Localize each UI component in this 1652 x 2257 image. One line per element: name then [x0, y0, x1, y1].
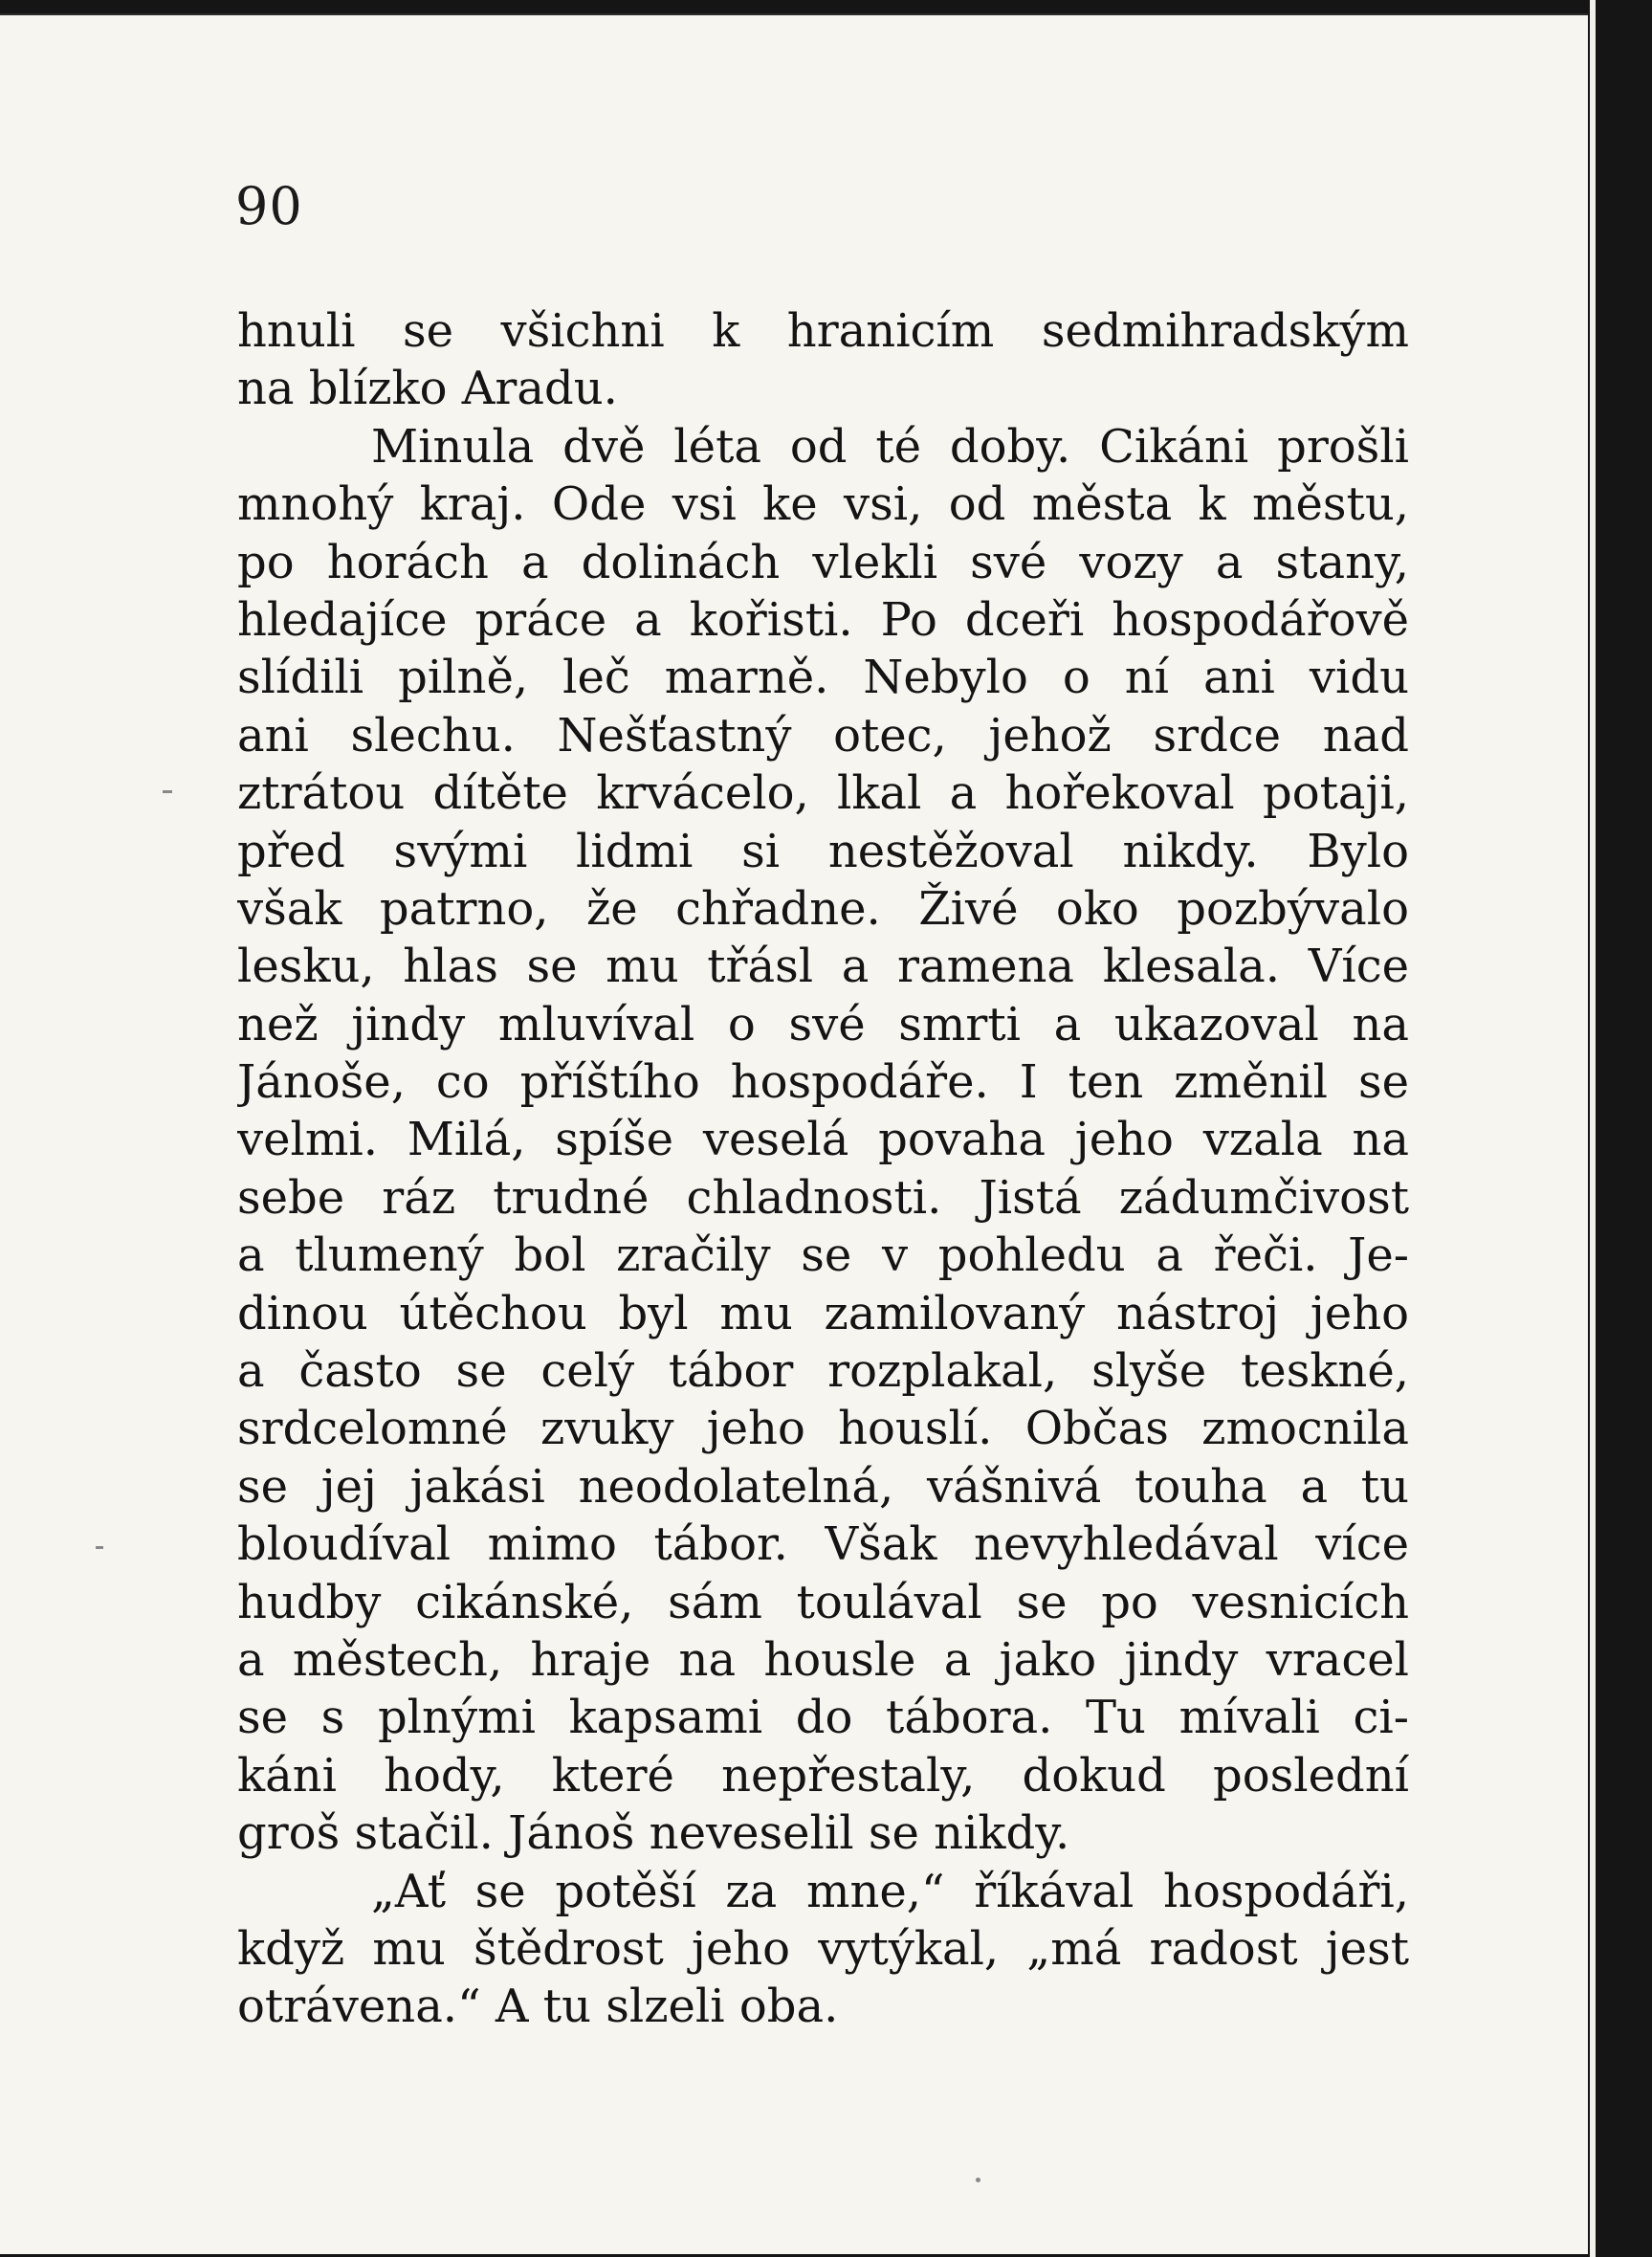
text-line: a často se celý tábor rozplakal, slyše teskné, — [237, 1344, 1409, 1399]
text-line: otrávena.“ A tu slzeli oba. — [237, 1980, 839, 2034]
text-line: než jindy mluvíval o své smrti a ukazoval na — [237, 997, 1409, 1051]
text-line: „Ať se potěší za mne,“ říkával hospodáři, — [371, 1864, 1409, 1918]
body-text — [237, 302, 1409, 2036]
text-line: hudby cikánské, sám toulával se po vesnicích — [237, 1575, 1409, 1629]
text-line: na blízko Aradu. — [237, 362, 618, 416]
scan-speck — [96, 1546, 103, 1549]
book-page — [0, 13, 1588, 2254]
text-line: dinou útěchou byl mu zamilovaný nástroj jeho — [237, 1286, 1409, 1340]
text-line: a tlumený bol zračily se v pohledu a řeči. Je- — [237, 1228, 1409, 1283]
text-line: velmi. Milá, spíše veselá povaha jeho vzala na — [237, 1113, 1409, 1167]
text-line: hnuli se všichni k hranicím sedmihradským — [237, 304, 1409, 358]
text-line: lesku, hlas se mu třásl a ramena klesala. Více — [237, 940, 1409, 994]
text-line: groš stačil. Jánoš neveselil se nikdy. — [237, 1806, 1070, 1861]
page-edge — [1590, 0, 1596, 2257]
text-line: se s plnými kapsami do tábora. Tu mívali ci- — [237, 1691, 1409, 1745]
text-line: ztrátou dítěte krvácelo, lkal a hořekoval potaji, — [237, 766, 1409, 821]
text-line: slídili pilně, leč marně. Nebylo o ní ani vidu — [237, 651, 1409, 705]
text-line: Minula dvě léta od té doby. Cikáni prošli — [371, 419, 1409, 474]
text-line: ani slechu. Nešťastný otec, jehož srdce nad — [237, 708, 1409, 763]
text-line: se jej jakási neodolatelná, vášnivá touha a tu — [237, 1459, 1409, 1514]
text-line: Jánoše, co příštího hospodáře. I ten změnil se — [237, 1055, 1409, 1110]
page-number: 90 — [235, 176, 303, 236]
scan-speck — [163, 790, 172, 793]
text-line: a městech, hraje na housle a jako jindy vracel — [237, 1632, 1409, 1687]
text-line: před svými lidmi si nestěžoval nikdy. Bylo — [237, 824, 1409, 878]
text-line: srdcelomné zvuky jeho houslí. Občas zmocnila — [237, 1402, 1409, 1456]
text-line: hledajíce práce a kořisti. Po dceři hospodářově — [237, 592, 1409, 647]
text-line: sebe ráz trudné chladnosti. Jistá zádumčivost — [237, 1170, 1409, 1225]
text-line: káni hody, které nepřestaly, dokud poslední — [237, 1748, 1409, 1803]
text-line: když mu štědrost jeho vytýkal, „má radost jest — [237, 1921, 1409, 1976]
text-line: bloudíval mimo tábor. Však nevyhledával více — [237, 1517, 1409, 1572]
text-line: mnohý kraj. Ode vsi ke vsi, od města k městu, — [237, 477, 1409, 532]
scan-speck — [976, 2178, 980, 2182]
text-line: po horách a dolinách vlekli své vozy a stany, — [237, 535, 1409, 589]
text-line: však patrno, že chřadne. Živé oko pozbývalo — [237, 881, 1409, 936]
